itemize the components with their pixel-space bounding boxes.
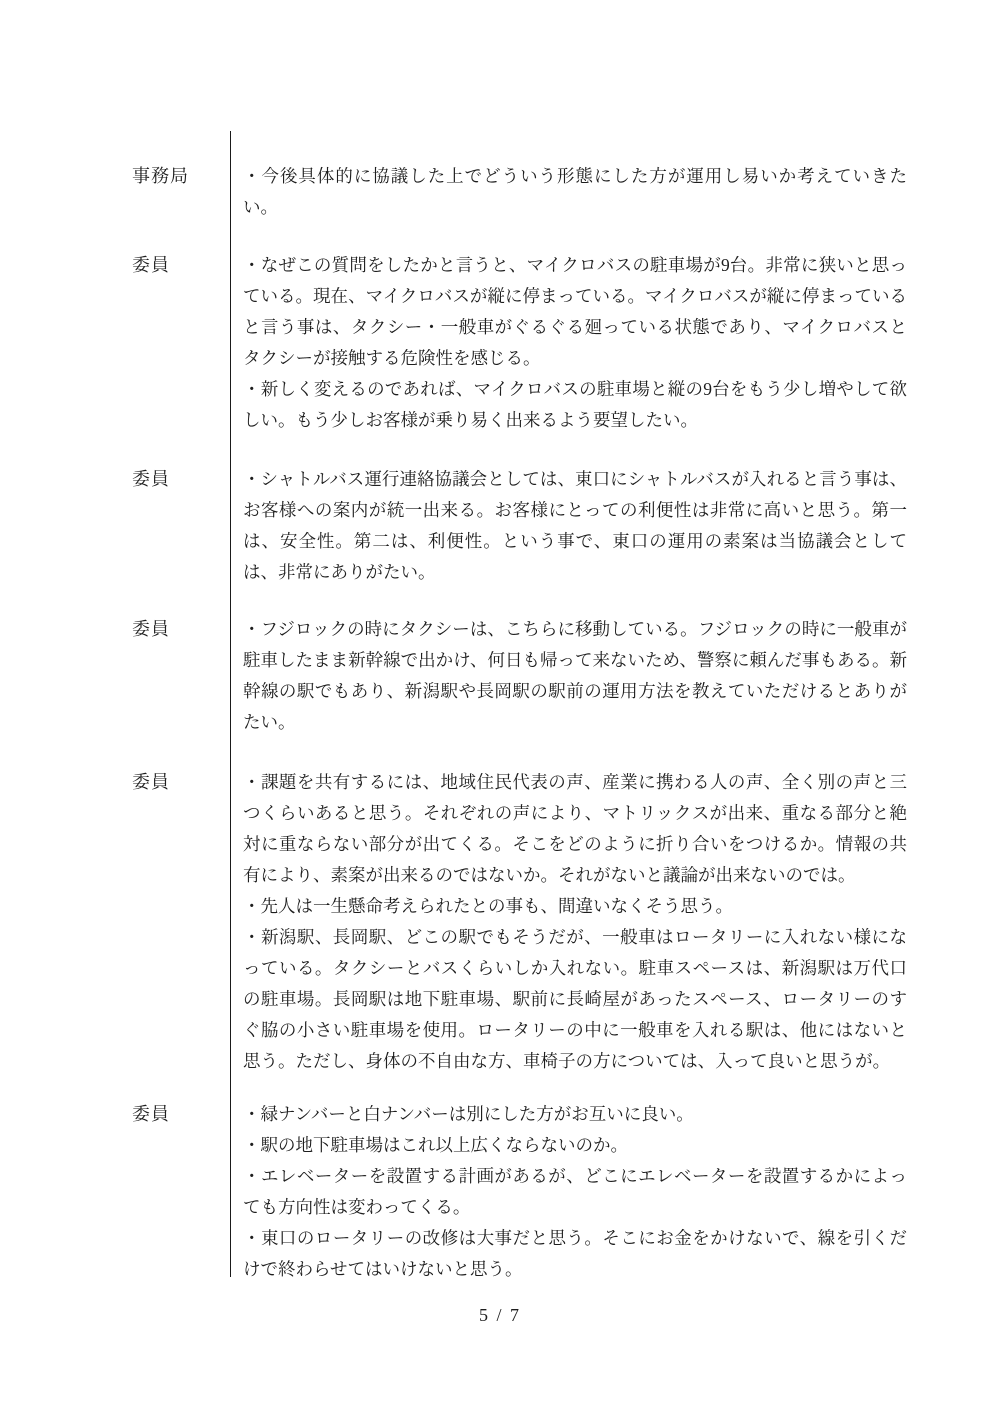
statement: ・エレベーターを設置する計画があるが、どこにエレベーターを設置するかによっても方向性は変わってくる。 [243,1166,907,1217]
minutes-block-member-5 [0,1099,1000,1285]
minutes-block-member-1 [0,250,1000,436]
speaker-label: 委員 [132,1104,170,1124]
statement-list [243,1099,907,1285]
speaker-label: 委員 [132,469,170,489]
statement-list [243,161,907,223]
statement: ・今後具体的に協議した上でどういう形態にした方が運用し易いか考えていきたい。 [243,166,907,217]
speaker-label: 委員 [132,772,170,792]
statement: ・シャトルバス運行連絡協議会としては、東口にシャトルバスが入れると言う事は、お客様への案内が統一出来る。お客様にとっての利便性は非常に高いと思う。第一は、安全性。第二は、利便性。という事で、東口の運用の素案は当協議会としては、非常にありがたい。 [243,469,907,582]
statement: ・フジロックの時にタクシーは、こちらに移動している。フジロックの時に一般車が駐車したまま新幹線で出かけ、何日も帰って来ないため、警察に頼んだ事もある。新幹線の駅でもあり、新潟駅や長岡駅の駅前の運用方法を教えていただけるとありがたい。 [243,619,907,732]
speaker-label: 事務局 [132,166,189,186]
minutes-block-member-2 [0,464,1000,588]
speaker-label: 委員 [132,619,170,639]
statement: ・新潟駅、長岡駅、どこの駅でもそうだが、一般車はロータリーに入れない様になっている。タクシーとバスくらいしか入れない。駐車スペースは、新潟駅は万代口の駐車場。長岡駅は地下駐車場、駅前に長崎屋があったスペース、ロータリーのすぐ脇の小さい駐車場を使用。ロータリーの中に一般車を入れる駅は、他にはないと思う。ただし、身体の不自由な方、車椅子の方については、入って良いと思うが。 [243,927,907,1071]
statement: ・東口のロータリーの改修は大事だと思う。そこにお金をかけないで、線を引くだけで終わらせてはいけないと思う。 [243,1228,907,1279]
page-number: 5 / 7 [478,1305,521,1325]
minutes-block-member-4 [0,767,1000,1077]
statement: ・緑ナンバーと白ナンバーは別にした方がお互いに良い。 [243,1104,694,1124]
speaker-label: 委員 [132,255,170,275]
statement-list [243,250,907,436]
minutes-block-member-3 [0,614,1000,738]
minutes-block-secretariat [0,161,1000,223]
statement-list [243,464,907,588]
statement: ・課題を共有するには、地域住民代表の声、産業に携わる人の声、全く別の声と三つくらいあると思う。それぞれの声により、マトリックスが出来、重なる部分と絶対に重ならない部分が出てくる。そこをどのように折り合いをつけるか。情報の共有により、素案が出来るのではないか。それがないと議論が出来ないのでは。 [243,772,907,885]
statement: ・駅の地下駐車場はこれ以上広くならないのか。 [243,1135,628,1155]
statement: ・新しく変えるのであれば、マイクロバスの駐車場と縦の9台をもう少し増やして欲しい。もう少しお客様が乗り易く出来るよう要望したい。 [243,379,907,430]
statement-list [243,614,907,738]
statement-list [243,767,907,1077]
statement: ・先人は一生懸命考えられたとの事も、間違いなくそう思う。 [243,896,733,916]
statement: ・なぜこの質問をしたかと言うと、マイクロバスの駐車場が9台。非常に狭いと思っている。現在、マイクロバスが縦に停まっている。マイクロバスが縦に停まっていると言う事は、タクシー・一般車がぐるぐる廻っている状態であり、マイクロバスとタクシーが接触する危険性を感じる。 [243,255,907,368]
